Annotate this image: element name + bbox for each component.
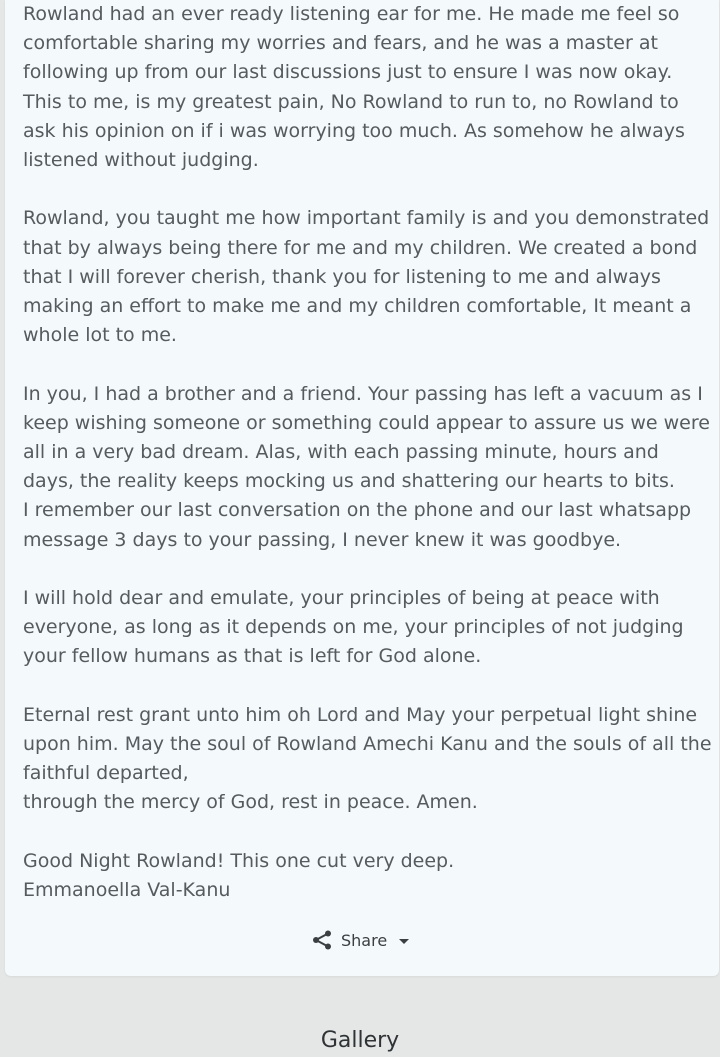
share-icon (311, 929, 333, 951)
tribute-paragraph: I will hold dear and emulate, your principles of being at peace with everyone, as long as it depends on me, your principles of not judging your fellow humans as that is left for God alone. (23, 587, 684, 668)
tribute-paragraph: Rowland had an ever ready listening ear for me. He made me feel so comfortable sharing my worries and fears, and he was a master at following up from our last discussions just to ensure I was now okay. This to me, is my greatest pain, No Rowland to run to, no Rowland to ask his opinion on if i was worrying too much. As somehow he always listened without judging. (23, 3, 685, 172)
share-label: Share (341, 930, 388, 950)
tribute-card (5, 0, 719, 976)
tribute-paragraph: In you, I had a brother and a friend. Your passing has left a vacuum as I keep wishing someone or something could appear to assure us we were all in a very bad dream. Alas, with each passing minute, hours and days, the reality keeps mocking us and shattering our hearts to bits. I remember our last conversation on the phone and our last whatsapp message 3 days to your passing, I never knew it was goodbye. (23, 382, 710, 551)
tribute-text (23, 0, 713, 905)
gallery-heading: Gallery (320, 1028, 400, 1053)
tribute-paragraph: Eternal rest grant unto him oh Lord and May your perpetual light shine upon him. May the soul of Rowland Amechi Kanu and the souls of all the faithful departed, through the mercy of God, rest in peace. Amen. (23, 703, 712, 814)
share-button[interactable] (311, 926, 409, 954)
tribute-signature: Good Night Rowland! This one cut very deep. Emmanoella Val-Kanu (23, 849, 455, 902)
tribute-paragraph: Rowland, you taught me how important family is and you demonstrated that by always being there for me and my children. We created a bond that I will forever cherish, thank you for listening to me and always making an effort to make me and my children comfortable, It meant a whole lot to me. (23, 207, 710, 347)
caret-down-icon (399, 939, 409, 944)
